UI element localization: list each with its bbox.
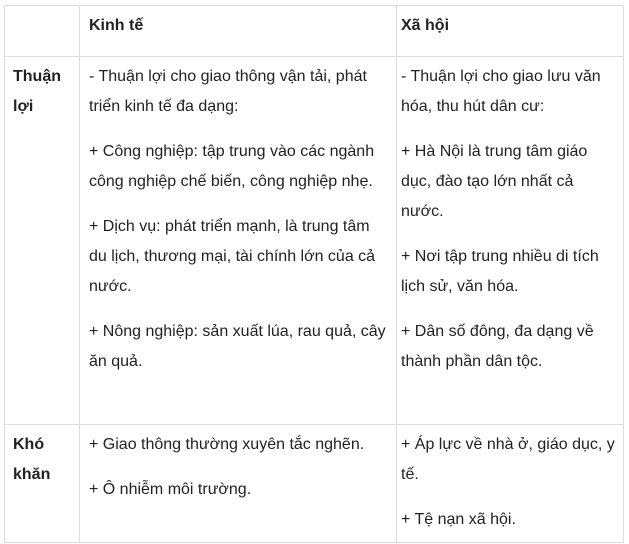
text-line: - Thuận lợi cho giao lưu văn hóa, thu hút dân cư: (401, 68, 601, 115)
cell-kho-khan-kinh-te (80, 425, 397, 543)
cell-thuan-loi-xa-hoi (397, 57, 624, 425)
text-line: + Nông nghiệp: sản xuất lúa, rau quả, cây ăn quả. (89, 323, 386, 370)
text-line: - Thuận lợi cho giao thông vận tải, phát triển kinh tế đa dạng: (89, 68, 367, 115)
header-kinh-te: Kinh tế (80, 6, 397, 57)
comparison-table (4, 5, 624, 543)
row-label-thuan-loi: Thuận lợi (5, 57, 80, 425)
header-row (5, 6, 624, 57)
table-row-kho-khan (5, 425, 624, 543)
cell-thuan-loi-kinh-te (80, 57, 397, 425)
text-line: + Áp lực về nhà ở, giáo dục, y tế. (401, 436, 615, 483)
text-line: + Ô nhiễm môi trường. (89, 481, 252, 498)
text-line: + Dân số đông, đa dạng về thành phần dân tộc. (401, 323, 594, 370)
cell-kho-khan-xa-hoi (397, 425, 624, 543)
header-xa-hoi: Xã hội (397, 6, 624, 57)
text-line: + Tệ nạn xã hội. (401, 511, 516, 528)
text-line: + Dịch vụ: phát triển mạnh, là trung tâm du lịch, thương mại, tài chính lớn của cả nước. (89, 218, 376, 295)
table-row-thuan-loi (5, 57, 624, 425)
header-empty-cell (5, 6, 80, 57)
row-label-kho-khan: Khó khăn (5, 425, 80, 543)
text-line: + Nơi tập trung nhiều di tích lịch sử, văn hóa. (401, 248, 599, 295)
text-line: + Công nghiệp: tập trung vào các ngành công nghiệp chế biến, công nghiệp nhẹ. (89, 143, 375, 190)
text-line: + Hà Nội là trung tâm giáo dục, đào tạo lớn nhất cả nước. (401, 143, 588, 220)
text-line: + Giao thông thường xuyên tắc nghẽn. (89, 436, 365, 453)
